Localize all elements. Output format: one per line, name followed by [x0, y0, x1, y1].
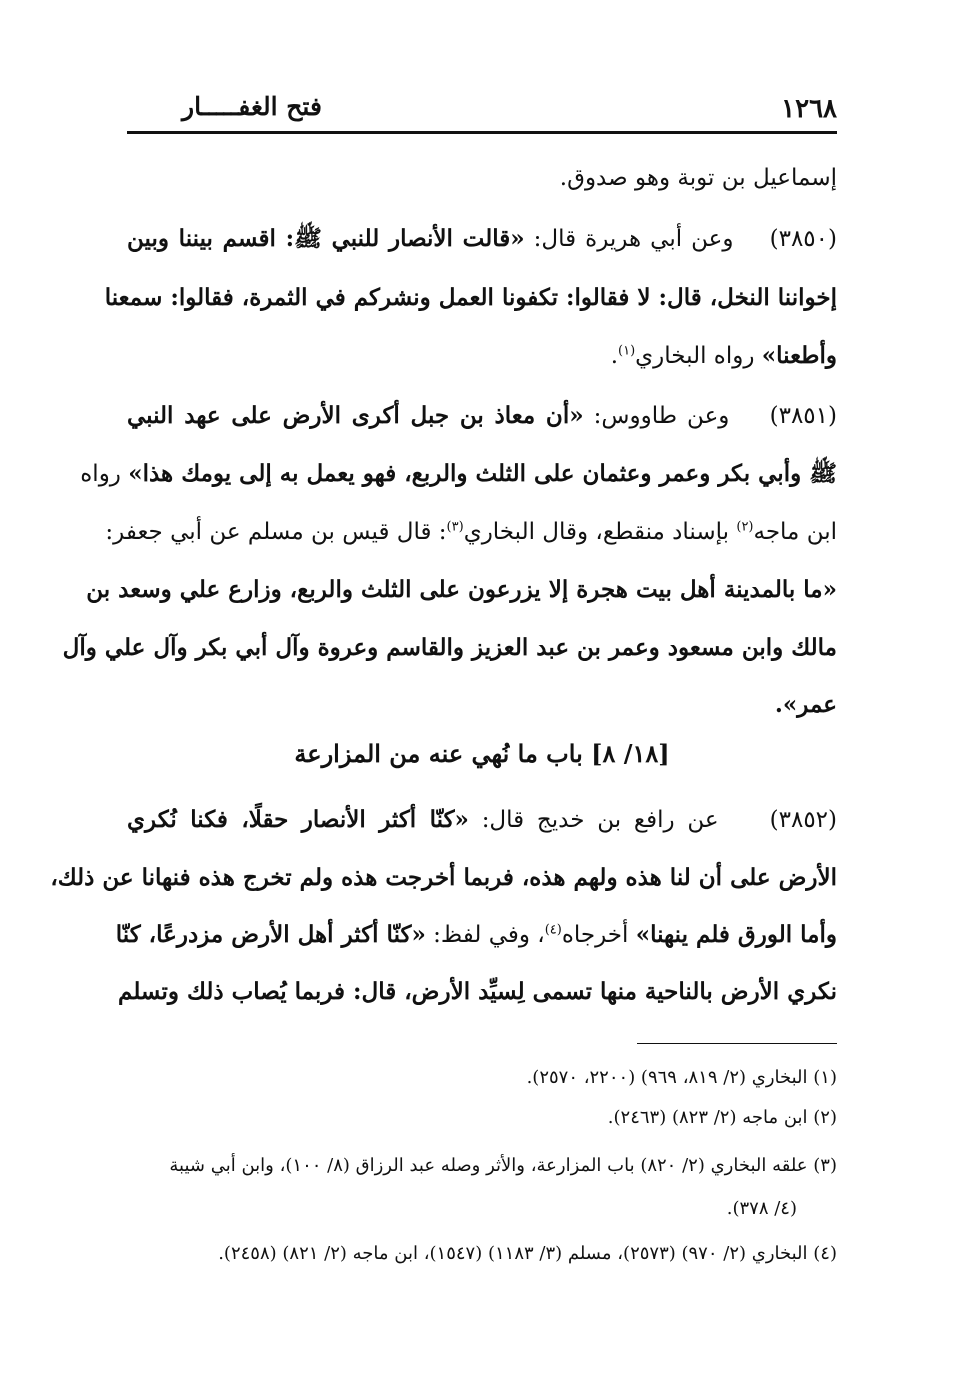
- footnote-ref[interactable]: (٣): [446, 519, 464, 535]
- hadith-3852-line-4: نكري الأرض بالناحية منها تسمى لِسيِّد الأرض، قال: فربما يُصاب ذلك وتسلم: [118, 978, 837, 1005]
- hadith-3851-line-5: مالك وابن مسعود وعمر بن عبد العزيز والقاسم وعروة وآل أبي بكر وآل علي وآل: [62, 634, 837, 661]
- hadith-3852-line-2: الأرض على أن لنا هذه ولهم هذه، فربما أخرجت هذه ولم تخرج هذه فنهانا عن ذلك،: [50, 864, 837, 891]
- hadith-3850-line-3: وأطعنا» رواه البخاري$^{(١)}$.: [610, 342, 837, 369]
- running-title: فتح الغفـــــار: [182, 92, 322, 121]
- footnote-3: (٣) علقه البخاري (٢/ ٨٢٠) باب المزارعة، والأثر وصله عبد الرزاق (٨/ ١٠٠)، وابن أبي شيبة: [169, 1155, 837, 1176]
- page-number: ١٢٦٨: [781, 94, 837, 124]
- footnote-1: (١) البخاري (٢/ ٨١٩، ٩٦٩) (٢٢٠٠، ٢٥٧٠).: [526, 1067, 837, 1088]
- header-rule: [127, 131, 837, 134]
- hadith-3851-line-4: «ما بالمدينة أهل بيت هجرة إلا يزرعون على الثلث والربع، وزارع علي وسعد بن: [86, 576, 837, 603]
- hadith-3851-line-6: عمر».: [774, 691, 837, 718]
- footnote-separator: [637, 1043, 837, 1044]
- page-header: [127, 88, 837, 130]
- hadith-number: (٣٨٥١): [769, 403, 837, 429]
- hadith-3852-line-3: وأما الورق فلم ينهنا» أخرجاه$^{(٤)}$، وفي لفظ: «كنّا أكثر أهل الأرض مزدرعًا، كنّا: [115, 921, 837, 948]
- footnote-2: (٢) ابن ماجه (٢/ ٨٢٣) (٢٤٦٣).: [607, 1107, 837, 1128]
- hadith-3851-line-1: (٣٨٥١) وعن طاووس: «أن معاذ بن جبل أكرى الأرض على عهد النبي: [127, 402, 837, 429]
- footnote-4: (٤) البخاري (٢/ ٩٧٠) (٢٥٧٣)، مسلم (٣/ ١١٨٣) (١٥٤٧)، ابن ماجه (٢/ ٨٢١) (٢٤٥٨).: [218, 1243, 837, 1264]
- footnote-ref[interactable]: (١): [618, 343, 636, 359]
- footnote-3-continued: (٤/ ٣٧٨).: [726, 1198, 797, 1219]
- hadith-3850-line-2: إخواننا النخل، قال: لا فقالوا: تكفونا العمل ونشركم في الثمرة، فقالوا: سمعنا: [104, 284, 837, 311]
- hadith-number: (٣٨٥٢): [769, 807, 838, 833]
- hadith-3851-line-2: ﷺ وأبي بكر وعمر وعثمان على الثلث والربع، فهو يعمل به إلى يومك هذا» رواه: [80, 460, 837, 487]
- footnote-ref[interactable]: (٤): [544, 922, 562, 938]
- hadith-number: (٣٨٥٠): [769, 226, 837, 252]
- hadith-3850-line-1: (٣٨٥٠) وعن أبي هريرة قال: «قالت الأنصار للنبي ﷺ: اقسم بيننا وبين: [127, 225, 837, 252]
- section-heading: [١٨/ ٨] باب ما نُهي عنه من المزارعة: [294, 739, 670, 768]
- text-line: إسماعيل بن توبة وهو صدوق.: [559, 165, 837, 191]
- hadith-3852-line-1: (٣٨٥٢) عن رافع بن خديج قال: «كنّا أكثر الأنصار حقلًا، فكنا نُكري: [127, 806, 838, 833]
- footnote-ref[interactable]: (٢): [736, 519, 754, 535]
- hadith-3851-line-3: ابن ماجه$^{(٢)}$ بإسناد منقطع، وقال البخاري$^{(٣)}$: قال قيس بن مسلم عن أبي جعفر:: [105, 519, 837, 545]
